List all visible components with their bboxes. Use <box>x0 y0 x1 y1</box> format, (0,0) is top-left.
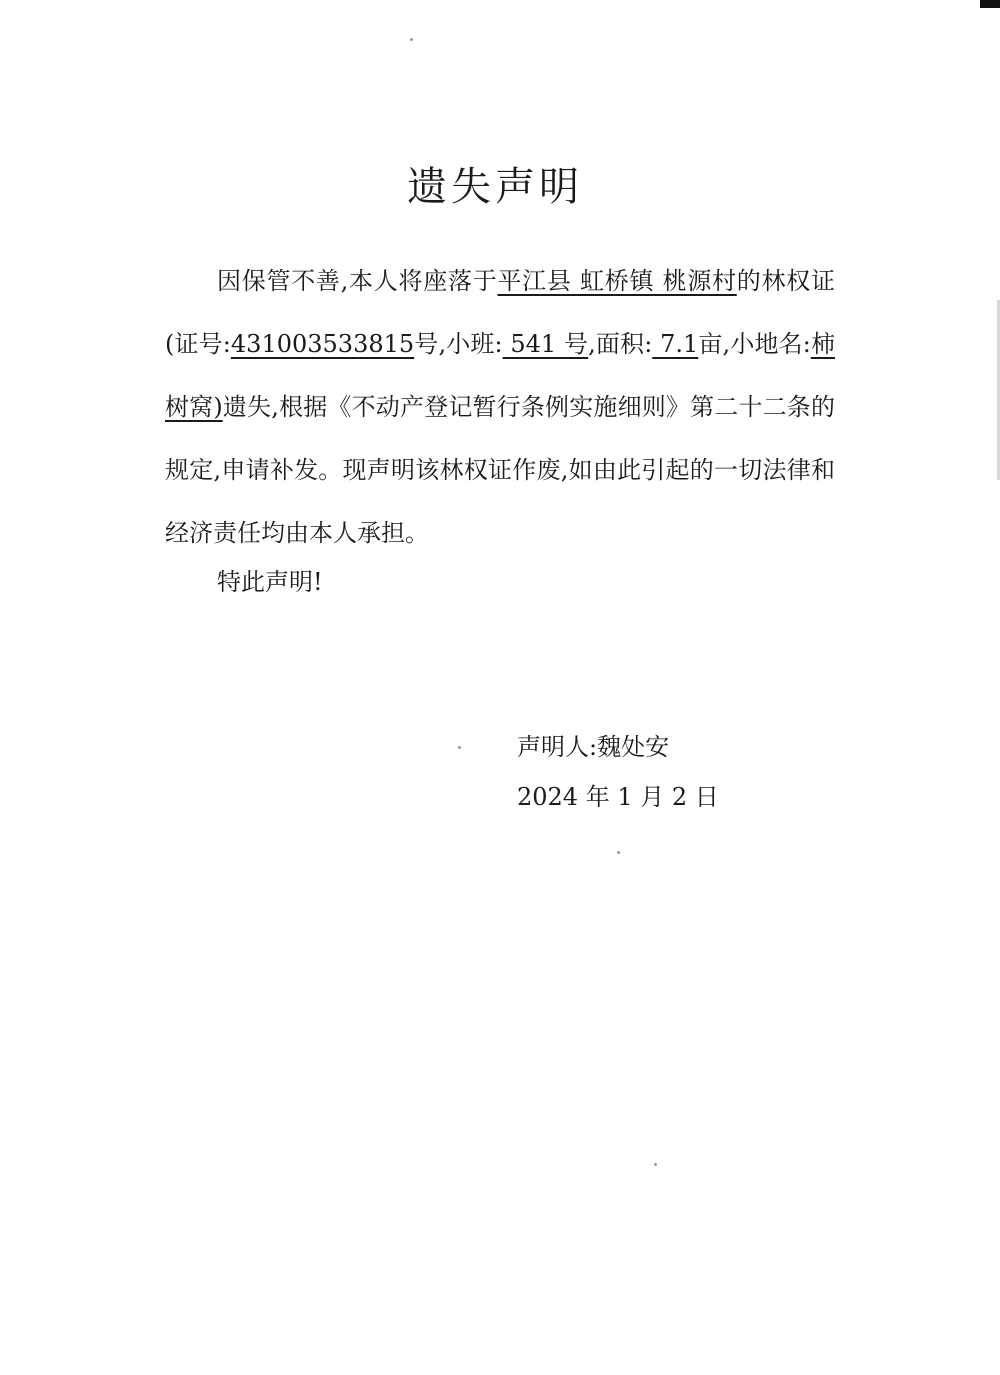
paragraph-text: 亩,小地名: <box>698 330 811 358</box>
scan-edge-artifact <box>980 0 1000 8</box>
scan-speck <box>617 851 620 854</box>
declaration-date: 2024 年 1 月 2 日 <box>517 783 719 811</box>
area-value: 7.1 <box>652 330 699 358</box>
location-field: 平江县 虹桥镇 桃源村 <box>497 267 737 295</box>
paragraph-text: 遗失,根据《不动产登记暂行条例实施细则》第二十二条的规定,申请补发。现声明该林权证作废,如由此引起的一切法律和经济责任均由本人承担。 <box>165 393 835 547</box>
paragraph-text: 因保管不善,本人将座落于 <box>217 267 498 295</box>
certificate-number: 431003533815 <box>230 330 415 358</box>
declarant-name: 声明人:魏处安 <box>517 733 670 761</box>
signature-block <box>517 722 719 822</box>
closing-statement: 特此声明! <box>217 568 323 596</box>
declaration-body <box>165 250 835 565</box>
scan-speck <box>654 1163 657 1166</box>
scan-speck <box>458 746 461 749</box>
document-title: 遗失声明 <box>407 163 583 210</box>
paragraph-text: 的林权证(证号: <box>165 267 835 358</box>
paragraph-text: ,面积: <box>588 330 653 358</box>
paragraph-text: 号,小班: <box>414 330 503 358</box>
place-name: 柿树窝) <box>165 330 836 421</box>
declaration-paragraph <box>165 250 835 565</box>
scan-speck <box>410 38 413 41</box>
plot-number: 541 号 <box>502 330 589 358</box>
